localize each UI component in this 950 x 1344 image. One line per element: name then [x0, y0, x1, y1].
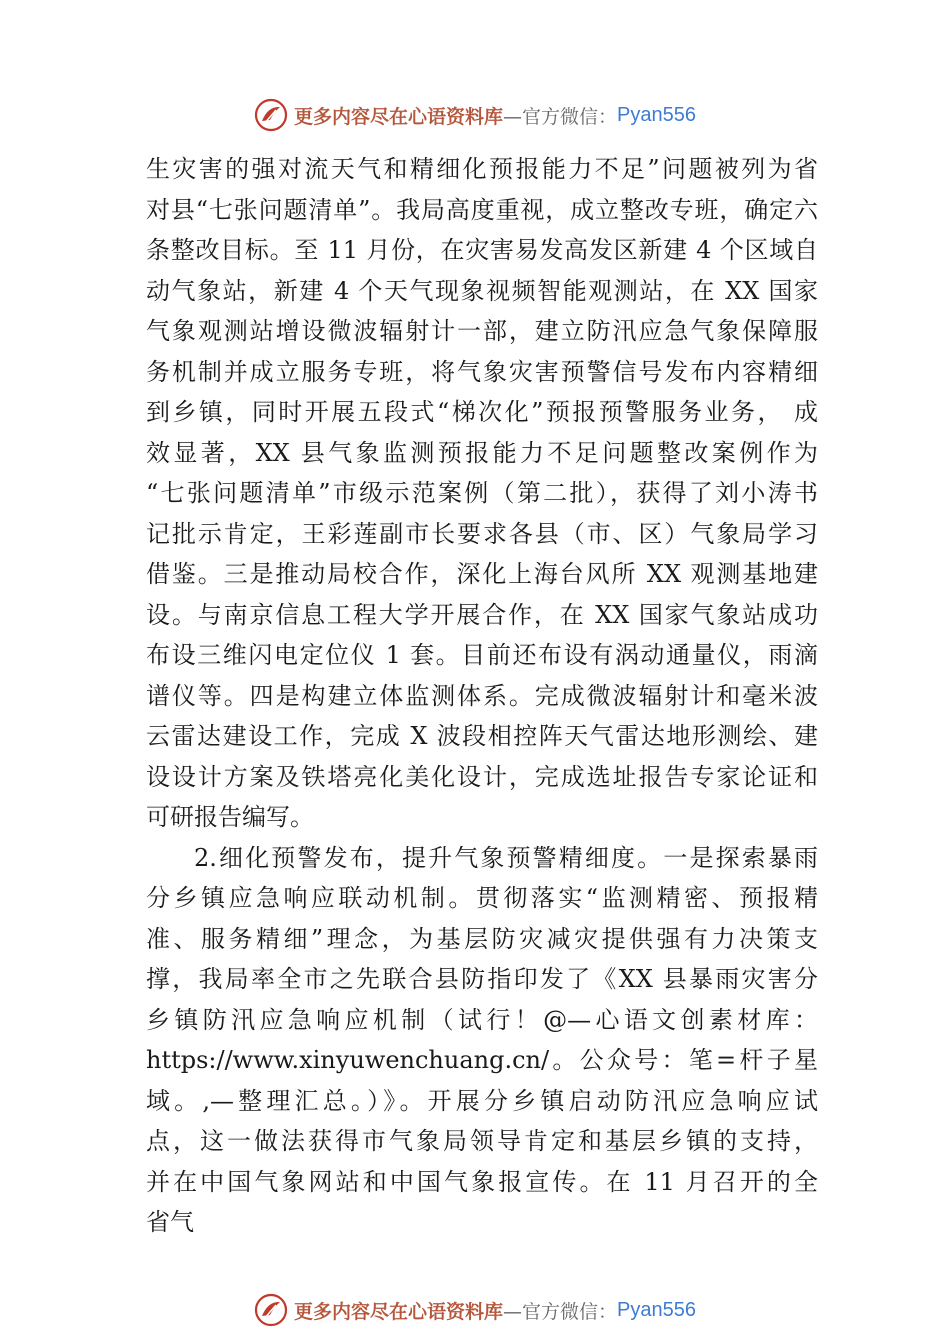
text-line: 域。,—整理汇总。）》。开展分乡镇启动防汛应急响应试 [146, 1086, 818, 1115]
text-line: 并在中国气象网站和中国气象报宣传。在 11 月召开的全 [146, 1167, 818, 1196]
watermark-title: 更多内容尽在心语资料库 [294, 1300, 504, 1323]
watermark-id: Pyan556 [617, 1298, 696, 1321]
text-line: 气象观测站增设微波辐射计一部，建立防汛应急气象保障服 [146, 317, 818, 345]
watermark-footer [0, 1290, 950, 1330]
logo-icon [254, 98, 288, 132]
text-line: 2.细化预警发布，提升气象预警精细度。一是探索暴雨 [194, 843, 818, 872]
text-line: 分乡镇应急响应联动机制。贯彻落实“监测精密、预报精 [146, 884, 818, 912]
text-line: “七张问题清单”市级示范案例（第二批），获得了刘小涛书 [146, 479, 818, 507]
text-line: 云雷达建设工作，完成 X 波段相控阵天气雷达地形测绘、建 [146, 722, 818, 750]
watermark-header [0, 95, 950, 135]
text-line: 记批示肯定，王彩莲副市长要求各县（市、区）气象局学习 [146, 519, 818, 548]
text-line: 设设计方案及铁塔亮化美化设计，完成选址报告专家论证和 [146, 762, 818, 791]
text-line: 布设三维闪电定位仪 1 套。目前还布设有涡动通量仪，雨滴 [146, 641, 818, 669]
text-line: 借鉴。三是推动局校合作，深化上海台风所 XX 观测基地建 [146, 560, 818, 588]
text-line: 生灾害的强对流天气和精细化预报能力不足”问题被列为省 [146, 155, 818, 183]
text-line: 效显著，XX 县气象监测预报能力不足问题整改案例作为 [146, 438, 818, 467]
text-line: 条整改目标。至 11 月份，在灾害易发高发区新建 4 个区域自 [146, 236, 818, 264]
watermark-label: —官方微信： [503, 1300, 618, 1323]
text-line: 乡镇防汛应急响应机制（试行！@—心语文创素材库： [146, 1005, 818, 1034]
text-line: 动气象站，新建 4 个天气现象视频智能观测站，在 XX 国家 [146, 276, 818, 305]
paragraph [146, 149, 818, 838]
text-line: 准、服务精细”理念，为基层防灾减灾提供强有力决策支 [146, 924, 818, 953]
paragraph [146, 838, 818, 1243]
text-line: 撑，我局率全市之先联合县防指印发了《XX 县暴雨灾害分 [146, 965, 818, 993]
text-line: https://www.xinyuwenchuang.cn/。公众号：笔=杆子星 [146, 1046, 818, 1074]
watermark-title: 更多内容尽在心语资料库 [294, 105, 504, 128]
text-line: 点，这一做法获得市气象局领导肯定和基层乡镇的支持， [146, 1127, 818, 1155]
text-line: 谱仪等。四是构建立体监测体系。完成微波辐射计和毫米波 [146, 681, 818, 710]
text-line: 设。与南京信息工程大学开展合作，在 XX 国家气象站成功 [146, 600, 818, 629]
text-line: 对县“七张问题清单”。我局高度重视，成立整改专班，确定六 [146, 195, 818, 224]
watermark-label: —官方微信： [503, 105, 618, 128]
text-line: 到乡镇，同时开展五段式“梯次化”预报预警服务业务， 成 [146, 398, 818, 426]
text-line: 务机制并成立服务专班，将气象灾害预警信号发布内容精细 [146, 357, 818, 386]
logo-icon [254, 1293, 288, 1327]
text-line: 可研报告编写。 [146, 803, 314, 831]
document-body [146, 149, 818, 1243]
text-line: 省气 [146, 1208, 194, 1236]
watermark-id: Pyan556 [617, 103, 696, 126]
